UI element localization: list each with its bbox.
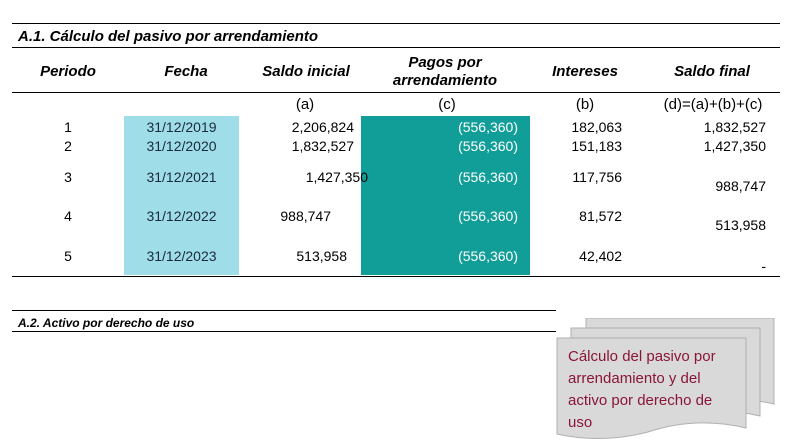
cell-pagos: (556,360) (458, 119, 518, 135)
cell-saldo-final: 1,832,527 (703, 119, 766, 135)
header-pagos-line2: arrendamiento (392, 72, 498, 89)
cell-saldo-inicial: 988,747 (280, 208, 331, 224)
subheader-intereses: (b) (575, 96, 595, 113)
cell-pagos: (556,360) (458, 248, 518, 264)
cell-saldo-inicial: 2,206,824 (291, 119, 354, 135)
header-pagos-line1: Pagos por (408, 54, 482, 71)
cell-saldo-final: - (761, 258, 766, 274)
section-a2-title: A.2. Activo por derecho de uso (18, 316, 195, 330)
cell-fecha: 31/12/2021 (146, 169, 217, 185)
table-bottom-rule (12, 276, 780, 277)
cell-pagos: (556,360) (458, 208, 518, 224)
cell-periodo: 5 (64, 248, 72, 264)
header-rule (12, 92, 780, 93)
cell-intereses: 42,402 (579, 248, 622, 264)
subheader-saldo-inicial: (a) (295, 96, 315, 113)
cell-intereses: 117,756 (572, 169, 622, 185)
top-rule (12, 23, 780, 24)
cell-saldo-inicial: 513,958 (296, 248, 347, 264)
title-rule (12, 47, 780, 48)
section-a1-title: A.1. Cálculo del pasivo por arrendamiento (18, 28, 319, 45)
cell-pagos: (556,360) (458, 169, 518, 185)
cell-saldo-final: 988,747 (715, 178, 766, 194)
cell-saldo-inicial: 1,832,527 (291, 138, 354, 154)
cell-fecha: 31/12/2020 (146, 138, 217, 154)
cell-saldo-final: 1,427,350 (703, 138, 766, 154)
cell-periodo: 2 (64, 138, 72, 154)
header-periodo: Periodo (40, 63, 96, 80)
subheader-saldo-final: (d)=(a)+(b)+(c) (663, 96, 763, 113)
header-fecha: Fecha (164, 63, 208, 80)
header-saldo-final: Saldo final (674, 63, 750, 80)
cell-periodo: 4 (64, 208, 72, 224)
header-saldo-inicial: Saldo inicial (262, 63, 350, 80)
cell-fecha: 31/12/2019 (146, 119, 217, 135)
cell-pagos: (556,360) (458, 138, 518, 154)
cell-intereses: 182,063 (571, 119, 622, 135)
header-pagos (370, 54, 520, 90)
cell-periodo: 3 (64, 169, 72, 185)
cell-fecha: 31/12/2023 (146, 248, 217, 264)
header-intereses: Intereses (552, 63, 618, 80)
cell-periodo: 1 (64, 119, 72, 135)
cell-saldo-inicial: 1,427,350 (305, 169, 368, 185)
section-a2-bottom-rule (12, 331, 556, 332)
note-text[interactable]: Cálculo del pasivo por arrendamiento y del activo por derecho de uso (568, 348, 716, 431)
cell-fecha: 31/12/2022 (146, 208, 217, 224)
cell-intereses: 151,183 (571, 138, 622, 154)
section-a2-top-rule (12, 310, 556, 311)
cell-intereses: 81,572 (579, 208, 622, 224)
subheader-pagos: (c) (438, 96, 456, 113)
cell-saldo-final: 513,958 (715, 217, 766, 233)
